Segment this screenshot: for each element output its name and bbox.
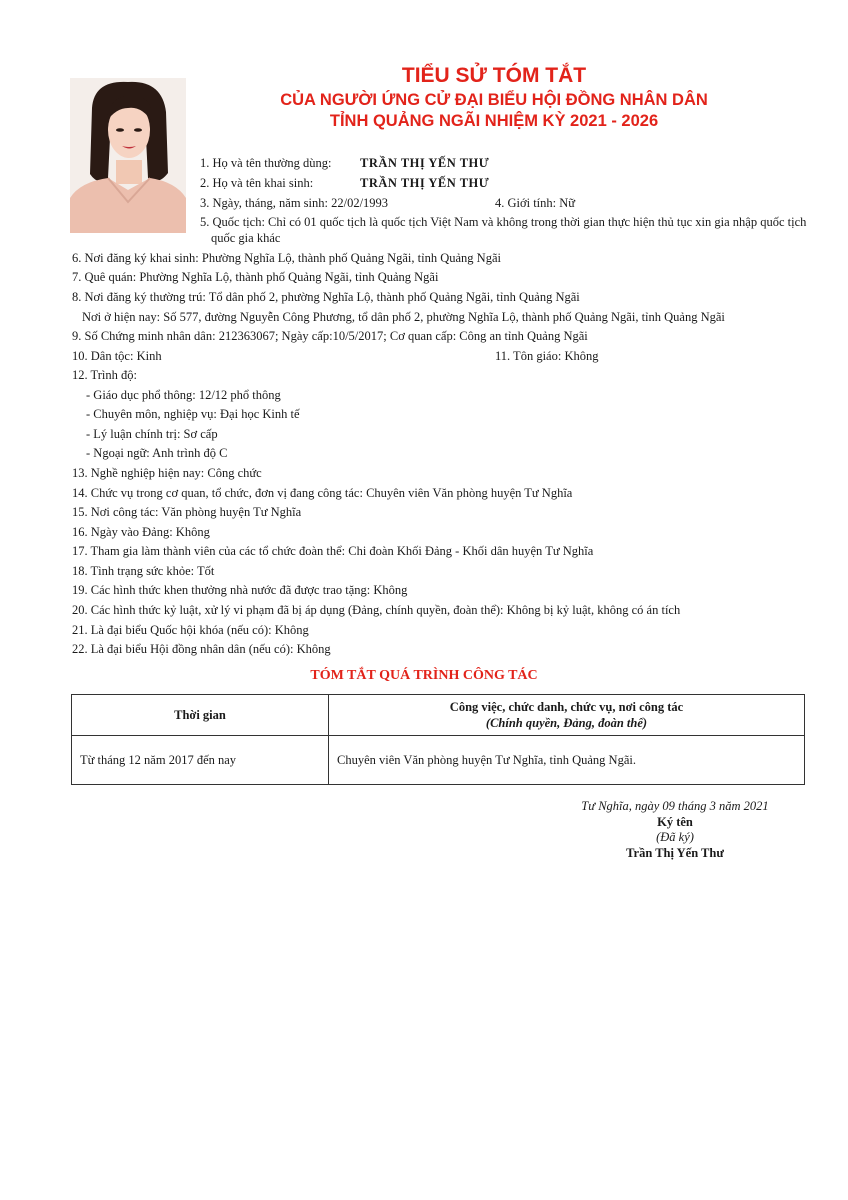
document-term: TỈNH QUẢNG NGÃI NHIỆM KỲ 2021 - 2026 <box>329 112 659 130</box>
date-of-birth: 3. Ngày, tháng, năm sinh: 22/02/1993 <box>200 196 389 210</box>
religion: 11. Tôn giáo: Không <box>495 349 599 363</box>
permanent-residence: 8. Nơi đăng ký thường trú: Tổ dân phố 2, phường Nghĩa Lộ, thành phố Quảng Ngãi, tỉnh Quảng Ngãi <box>72 290 580 304</box>
table-row <box>72 736 805 785</box>
party-join-date: 16. Ngày vào Đảng: Không <box>72 525 210 539</box>
signer-name: Trần Thị Yến Thư <box>626 846 724 860</box>
hometown: 7. Quê quán: Phường Nghĩa Lộ, thành phố Quảng Ngãi, tỉnh Quảng Ngãi <box>72 270 439 284</box>
ethnicity: 10. Dân tộc: Kinh <box>72 349 162 363</box>
column-header-job-line-1: Công việc, chức danh, chức vụ, nơi công tác <box>449 700 684 714</box>
nationality-line-1: 5. Quốc tịch: Chỉ có 01 quốc tịch là quốc tịch Việt Nam và không trong thời gian thực hiện thủ tục xin gia nhập quốc tịch <box>200 215 807 229</box>
work-history-title: TÓM TẮT QUÁ TRÌNH CÔNG TÁC <box>310 668 538 683</box>
discipline: 20. Các hình thức kỷ luật, xử lý vi phạm đã bị áp dụng (Đảng, chính quyền, đoàn thể): Không bị kỷ luật, không có án tích <box>72 603 681 617</box>
column-header-job-line-2: (Chính quyền, Đảng, đoàn thể) <box>485 716 648 730</box>
education-heading: 12. Trình độ: <box>72 368 137 382</box>
awards: 19. Các hình thức khen thưởng nhà nước đã được trao tặng: Không <box>72 583 408 597</box>
id-card-info: 9. Số Chứng minh nhân dân: 212363067; Ngày cấp:10/5/2017; Cơ quan cấp: Công an tỉnh Quảng Ngãi <box>72 329 588 343</box>
candidate-photo <box>70 78 186 233</box>
column-header-time: Thời gian <box>72 695 329 736</box>
education-specialty: - Chuyên môn, nghiệp vụ: Đại học Kinh tế <box>86 407 300 421</box>
nationality-line-2: quốc gia khác <box>211 231 281 245</box>
gender: 4. Giới tính: Nữ <box>495 196 576 210</box>
common-name-value: TRẦN THỊ YẾN THƯ <box>360 156 490 170</box>
table-cell-job: Chuyên viên Văn phòng huyện Tư Nghĩa, tỉnh Quảng Ngãi. <box>329 736 805 785</box>
birth-registration-place: 6. Nơi đăng ký khai sinh: Phường Nghĩa Lộ, thành phố Quảng Ngãi, tỉnh Quảng Ngãi <box>72 251 501 265</box>
people-council-delegate: 22. Là đại biểu Hội đồng nhân dân (nếu có): Không <box>72 642 331 656</box>
current-address: Nơi ở hiện nay: Số 577, đường Nguyễn Công Phương, tổ dân phố 2, phường Nghĩa Lộ, thành phố Quảng Ngãi, tỉnh Quảng Ngãi <box>82 310 725 324</box>
national-assembly-delegate: 21. Là đại biểu Quốc hội khóa (nếu có): Không <box>72 623 309 637</box>
table-cell-time: Từ tháng 12 năm 2017 đến nay <box>72 736 329 785</box>
health-status: 18. Tình trạng sức khỏe: Tốt <box>72 564 215 578</box>
signature-label: Ký tên <box>657 815 693 829</box>
signed-note: (Đã ký) <box>656 830 694 844</box>
position: 14. Chức vụ trong cơ quan, tổ chức, đơn vị đang công tác: Chuyên viên Văn phòng huyện Tư Nghĩa <box>72 486 573 500</box>
document-title: TIỂU SỬ TÓM TẮT <box>401 64 587 87</box>
education-language: - Ngoại ngữ: Anh trình độ C <box>86 446 228 460</box>
organizations: 17. Tham gia làm thành viên của các tổ chức đoàn thể: Chi đoàn Khối Đảng - Khối dân huyện Tư Nghĩa <box>72 544 594 558</box>
document-subtitle: CỦA NGƯỜI ỨNG CỬ ĐẠI BIỂU HỘI ĐỒNG NHÂN DÂN <box>280 91 708 109</box>
occupation: 13. Nghề nghiệp hiện nay: Công chức <box>72 466 262 480</box>
column-header-job <box>329 695 805 736</box>
common-name-label: 1. Họ và tên thường dùng: <box>200 156 332 170</box>
work-history-table <box>71 694 805 785</box>
education-general: - Giáo dục phổ thông: 12/12 phổ thông <box>86 388 281 402</box>
birth-name-label: 2. Họ và tên khai sinh: <box>200 176 314 190</box>
education-politics: - Lý luận chính trị: Sơ cấp <box>86 427 218 441</box>
table-header-row <box>72 695 805 736</box>
place-and-date: Tư Nghĩa, ngày 09 tháng 3 năm 2021 <box>581 799 769 813</box>
birth-name-value: TRẦN THỊ YẾN THƯ <box>360 176 490 190</box>
workplace: 15. Nơi công tác: Văn phòng huyện Tư Nghĩa <box>72 505 302 519</box>
